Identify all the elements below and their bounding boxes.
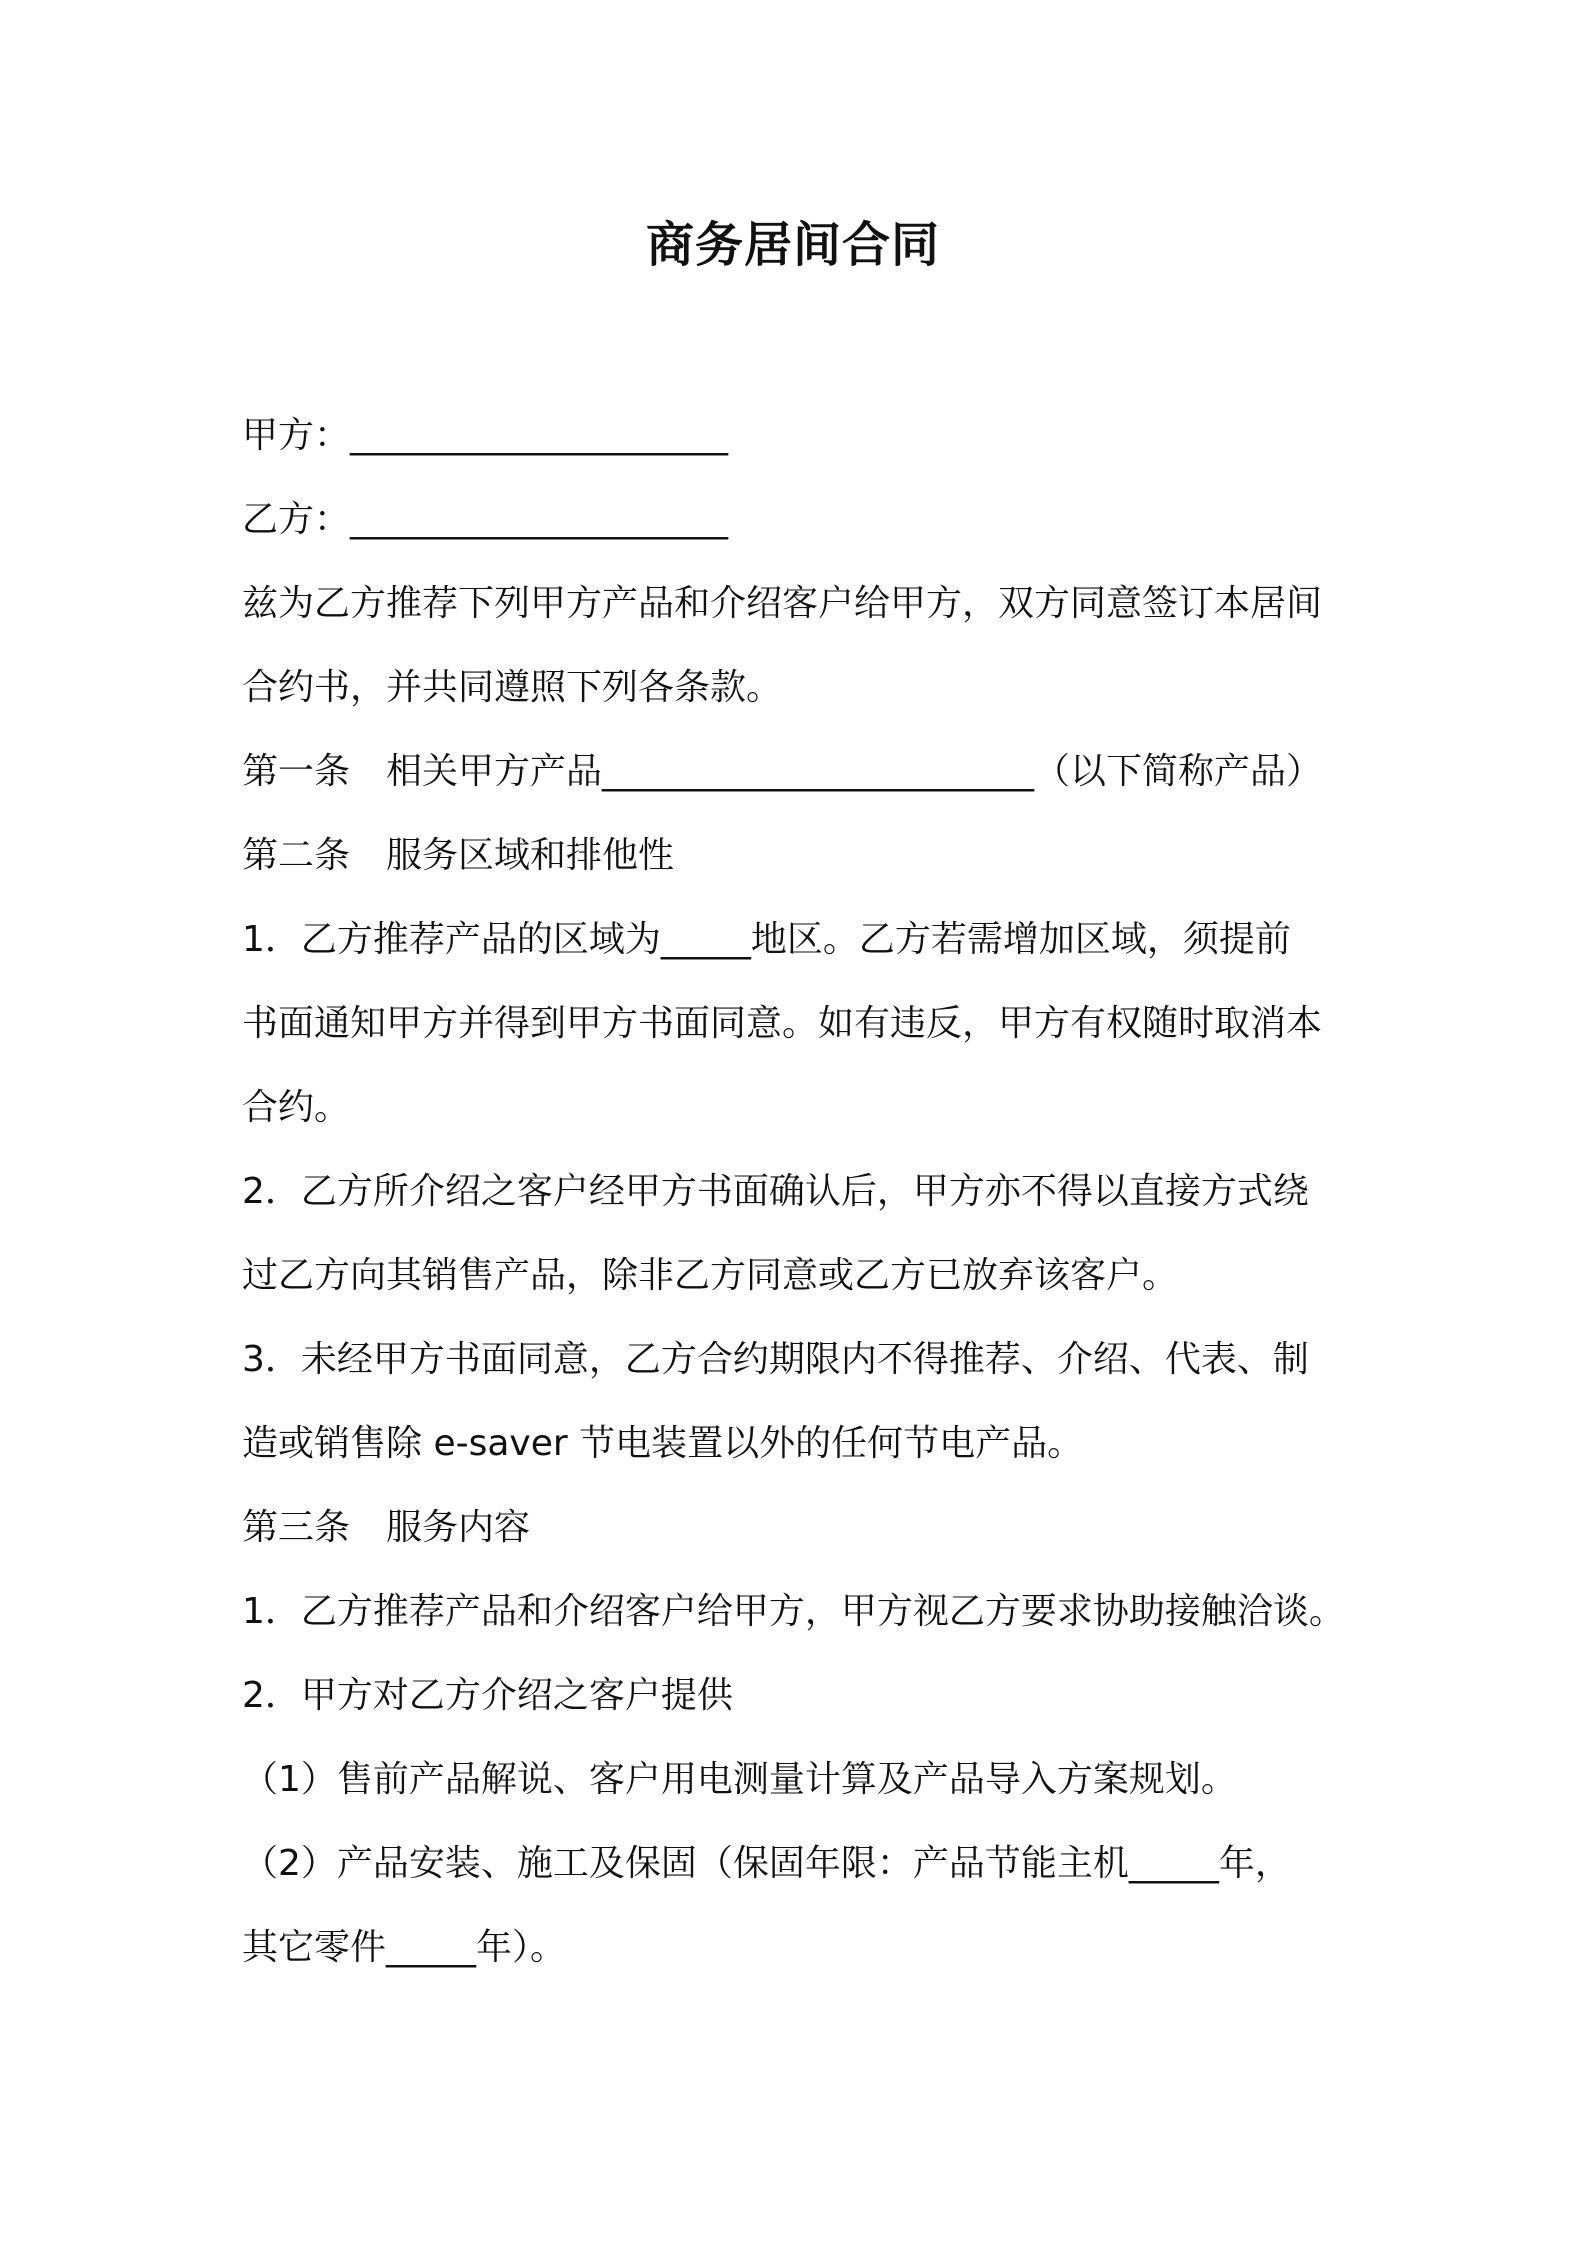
- article-3-heading: 第三条 服务内容: [242, 1507, 531, 1548]
- article-2-item-3-line-1: 3．未经甲方书面同意，乙方合约期限内不得推荐、介绍、代表、制: [242, 1339, 1309, 1380]
- party-b-line: 乙方：_____________________: [242, 499, 729, 540]
- article-3-subitem-2-line-1: （2）产品安装、施工及保固（保固年限：产品节能主机_____年，: [242, 1843, 1291, 1884]
- article-3-item-2: 2．甲方对乙方介绍之客户提供: [242, 1675, 733, 1716]
- intro-line-1: 兹为乙方推荐下列甲方产品和介绍客户给甲方，双方同意签订本居间: [242, 583, 1323, 624]
- article-2-item-1-line-3: 合约。: [242, 1087, 351, 1128]
- party-a-line: 甲方：_____________________: [242, 415, 729, 456]
- article-1-line: 第一条 相关甲方产品________________________（以下简称产品）: [242, 751, 1323, 792]
- document-title: 商务居间合同: [645, 217, 940, 273]
- article-2-item-2-line-1: 2．乙方所介绍之客户经甲方书面确认后，甲方亦不得以直接方式绕: [242, 1171, 1309, 1212]
- article-2-item-1-line-2: 书面通知甲方并得到甲方书面同意。如有违反，甲方有权随时取消本: [242, 1003, 1323, 1044]
- article-2-item-3-line-2: 造或销售除 e-saver 节电装置以外的任何节电产品。: [242, 1423, 1084, 1464]
- article-3-item-1: 1．乙方推荐产品和介绍客户给甲方，甲方视乙方要求协助接触洽谈。: [242, 1591, 1345, 1632]
- article-3-subitem-2-line-2: 其它零件_____年）。: [242, 1927, 567, 1968]
- article-3-subitem-1: （1）售前产品解说、客户用电测量计算及产品导入方案规划。: [242, 1759, 1237, 1800]
- article-2-item-2-line-2: 过乙方向其销售产品，除非乙方同意或乙方已放弃该客户。: [242, 1255, 1179, 1296]
- intro-line-2: 合约书，并共同遵照下列各条款。: [242, 667, 783, 708]
- article-2-heading: 第二条 服务区域和排他性: [242, 835, 675, 876]
- article-2-item-1-line-1: 1．乙方推荐产品的区域为_____地区。乙方若需增加区域，须提前: [242, 919, 1291, 960]
